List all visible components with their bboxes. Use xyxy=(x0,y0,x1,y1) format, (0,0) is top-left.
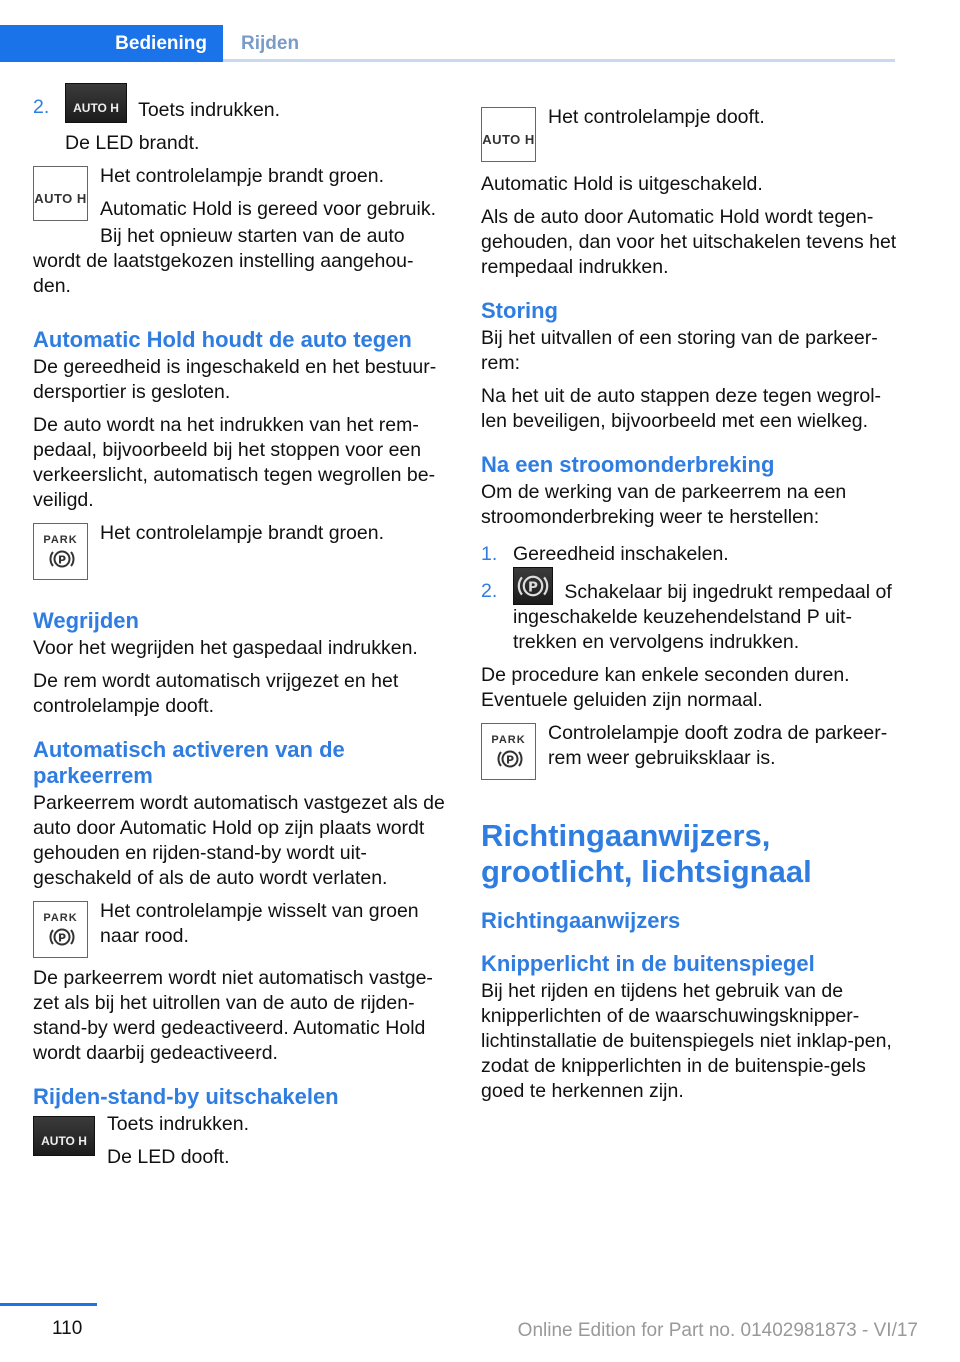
step-number: 2. xyxy=(481,580,498,602)
heading-stand-by: Rijden-stand-by uitschakelen xyxy=(33,1084,339,1109)
auto-h-button-icon: AUTO H xyxy=(33,1116,95,1156)
footer-accent-line xyxy=(0,1303,97,1306)
indicator-text: Het controlelampje wisselt van groen naar rood. xyxy=(100,900,419,947)
heading-wegrijden: Wegrijden xyxy=(33,608,139,633)
tab-bediening[interactable]: Bediening xyxy=(0,25,223,62)
step-text: Schakelaar bij ingedrukt rempedaal of ingeschakelde keuzehendelstand P uit-trekken en vervolgens indrukken. xyxy=(513,581,892,653)
indicator-row xyxy=(33,164,450,230)
heading-storing: Storing xyxy=(481,298,558,323)
paragraph: Om de werking van de parkeerrem na een stroomonderbreking weer te herstellen: xyxy=(481,481,847,528)
indicator-text: Controlelampje dooft zodra de parkeer-rem weer gebruiksklaar is. xyxy=(548,722,888,769)
step-sub: De LED brandt. xyxy=(65,132,200,154)
paragraph: De procedure kan enkele seconden duren. Eventuele geluiden zijn normaal. xyxy=(481,664,850,711)
step-1 xyxy=(481,542,897,567)
step-2 xyxy=(481,579,897,655)
indicator-text: Het controlelampje brandt groen. xyxy=(100,165,384,187)
indicator-row xyxy=(33,899,450,958)
tab-rijden[interactable]: Rijden xyxy=(241,32,300,54)
svg-text:P: P xyxy=(57,553,67,567)
indicator-row xyxy=(481,105,897,162)
heading-stroom: Na een stroomonderbreking xyxy=(481,452,775,477)
heading-section: Richtingaanwijzers, grootlicht, lichtsignaal xyxy=(481,818,812,889)
park-indicator-icon: PARK P xyxy=(33,523,88,580)
svg-text:P: P xyxy=(528,579,538,596)
svg-text:P: P xyxy=(505,753,515,767)
heading-hold: Automatic Hold houdt de auto tegen xyxy=(33,327,412,352)
heading-knipperlicht: Knipperlicht in de buitenspiegel xyxy=(481,951,815,976)
park-indicator-icon: PARK P xyxy=(33,901,88,958)
indicator-continuation: Bij het opnieuw starten van de auto wordt de laatstgekozen instelling aangehou-den. xyxy=(33,225,414,297)
step-2 xyxy=(33,95,450,156)
paragraph: Bij het rijden en tijdens het gebruik van de knipperlichten of de waarschuwingsknipper-lichtinstallatie de buitenspiegels niet inklap-pen, zodat de knipperlichten in de buitenspie-gels goed te herkennen zijn. xyxy=(481,980,892,1102)
auto-h-indicator-icon: AUTO H xyxy=(33,166,88,221)
right-column xyxy=(481,105,897,1112)
paragraph: De gereedheid is ingeschakeld en het bestuur-dersportier is gesloten. xyxy=(33,356,437,403)
step-number: 1. xyxy=(481,543,498,565)
footer-edition: Online Edition for Part no. 01402981873 - VI/17 xyxy=(517,1320,918,1341)
indicator-row xyxy=(33,521,450,580)
left-column xyxy=(33,95,450,1180)
indicator-text: Het controlelampje dooft. xyxy=(548,106,765,128)
tab-underline xyxy=(223,59,895,62)
paragraph: Voor het wegrijden het gaspedaal indrukken. xyxy=(33,637,418,659)
paragraph: Na het uit de auto stappen deze tegen wegrol-len beveiligen, bijvoorbeeld met een wielkeg. xyxy=(481,385,882,432)
indicator-text: Automatic Hold is gereed voor gebruik. xyxy=(100,198,437,220)
header-tabs xyxy=(0,25,895,62)
step-text: Toets indrukken. xyxy=(138,99,281,121)
page-number: 110 xyxy=(52,1318,83,1339)
indicator-text: Toets indrukken. xyxy=(107,1113,249,1135)
paragraph: De auto wordt na het indrukken van het rem-pedaal, bijvoorbeeld bij het stoppen voor een verkeerslicht, automatisch tegen wegrollen be-veiligd. xyxy=(33,414,436,511)
paragraph: Parkeerrem wordt automatisch vastgezet als de auto door Automatic Hold op zijn plaats wordt gehouden en rijden-stand-by wordt uit-geschakeld of als de auto wordt verlaten. xyxy=(33,792,445,889)
paragraph: De parkeerrem wordt niet automatisch vastge-zet als bij het uitrollen van de auto de rijden-stand-by werd gedeactiveerd. Automatic Hold wordt daarbij gedeactiveerd. xyxy=(33,967,433,1064)
paragraph: Als de auto door Automatic Hold wordt tegen-gehouden, dan voor het uitschakelen tevens het rempedaal indrukken. xyxy=(481,206,897,278)
park-indicator-icon: PARK P xyxy=(481,723,536,780)
indicator-text: Het controlelampje brandt groen. xyxy=(100,522,384,544)
paragraph: Bij het uitvallen of een storing van de parkeer-rem: xyxy=(481,327,878,374)
svg-text:P: P xyxy=(57,931,67,945)
heading-auto-activate: Automatisch activeren van de parkeerrem xyxy=(33,737,345,788)
paragraph: Automatic Hold is uitgeschakeld. xyxy=(481,173,763,195)
paragraph: De rem wordt automatisch vrijgezet en het controlelampje dooft. xyxy=(33,670,399,717)
indicator-row xyxy=(481,721,897,780)
indicator-row xyxy=(33,1112,450,1178)
auto-h-indicator-icon: AUTO H xyxy=(481,107,536,162)
step-text: Gereedheid inschakelen. xyxy=(513,543,729,565)
park-switch-icon xyxy=(513,567,553,605)
indicator-text: De LED dooft. xyxy=(107,1146,230,1168)
auto-h-button-icon: AUTO H xyxy=(65,83,127,123)
step-number: 2. xyxy=(33,96,50,118)
heading-subsection: Richtingaanwijzers xyxy=(481,908,681,933)
